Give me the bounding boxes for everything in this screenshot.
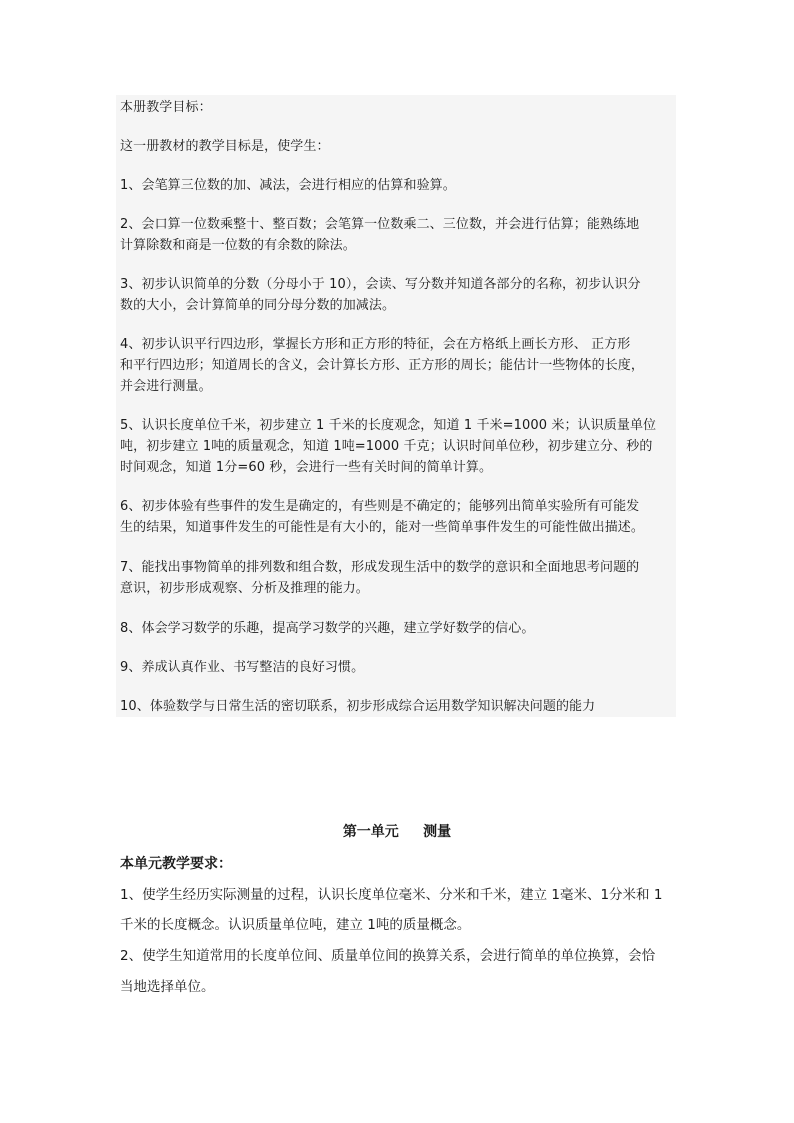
goal-4-line-3: 并会进行测量。 — [120, 379, 212, 394]
goal-5-line-2: 吨，初步建立 1吨的质量观念，知道 1吨=1000 千克；认识时间单位秒，初步建立分、秒的 — [120, 439, 653, 454]
goal-6-line-2: 生的结果，知道事件发生的可能性是有大小的，能对一些简单事件发生的可能性做出描述。 — [120, 520, 645, 535]
goal-7-line-2: 意识，初步形成观察、分析及推理的能力。 — [120, 581, 369, 596]
goal-6-line-1: 6、初步体验有些事件的发生是确定的，有些则是不确定的；能够列出简单实验所有可能发 — [120, 499, 640, 514]
goal-4-line-1: 4、初步认识平行四边形，掌握长方形和正方形的特征，会在方格纸上画长方形、 正方形 — [120, 337, 631, 352]
goal-2-line-2: 计算除数和商是一位数的有余数的除法。 — [120, 238, 356, 253]
unit-requirements-heading: 本单元教学要求： — [120, 856, 232, 872]
goal-10-line-1: 10、体验数学与日常生活的密切联系，初步形成综合运用数学知识解决问题的能力 — [120, 699, 596, 714]
requirement-1-line-2: 千米的长度概念。认识质量单位吨，建立 1吨的质量概念。 — [120, 917, 471, 933]
goal-7-line-1: 7、能找出事物简单的排列数和组合数，形成发现生活中的数学的意识和全面地思考问题的 — [120, 560, 640, 575]
goal-2-line-1: 2、会口算一位数乘整十、整百数；会笔算一位数乘二、三位数，并会进行估算；能熟练地 — [120, 217, 640, 232]
goal-1-line-1: 1、会笔算三位数的加、减法，会进行相应的估算和验算。 — [120, 178, 456, 193]
goal-3-line-1: 3、初步认识简单的分数（分母小于 10），会读、写分数并知道各部分的名称，初步认识分 — [120, 277, 641, 292]
unit-title: 第一单元 测量 — [342, 824, 452, 840]
requirement-2-line-2: 当地选择单位。 — [120, 979, 215, 995]
goals-heading: 本册教学目标： — [120, 100, 212, 115]
goal-9-line-1: 9、养成认真作业、书写整洁的良好习惯。 — [120, 660, 365, 675]
goal-5-line-1: 5、认识长度单位千米，初步建立 1 千米的长度观念，知道 1 千米=1000 米；认识质量单位 — [120, 418, 657, 433]
goal-5-line-3: 时间观念，知道 1分=60 秒，会进行一些有关时间的简单计算。 — [120, 460, 493, 475]
requirement-2-line-1: 2、使学生知道常用的长度单位间、质量单位间的换算关系，会进行简单的单位换算，会恰 — [120, 948, 656, 964]
requirement-1-line-1: 1、使学生经历实际测量的过程，认识长度单位毫米、分米和千米，建立 1毫米、1分米和 1 — [120, 887, 663, 903]
goals-intro: 这一册教材的教学目标是，使学生： — [120, 139, 330, 154]
goal-8-line-1: 8、体会学习数学的乐趣，提高学习数学的兴趣，建立学好数学的信心。 — [120, 621, 535, 636]
goal-4-line-2: 和平行四边形；知道周长的含义，会计算长方形、正方形的周长；能估计一些物体的长度， — [120, 358, 645, 373]
goal-3-line-2: 数的大小，会计算简单的同分母分数的加减法。 — [120, 298, 396, 313]
